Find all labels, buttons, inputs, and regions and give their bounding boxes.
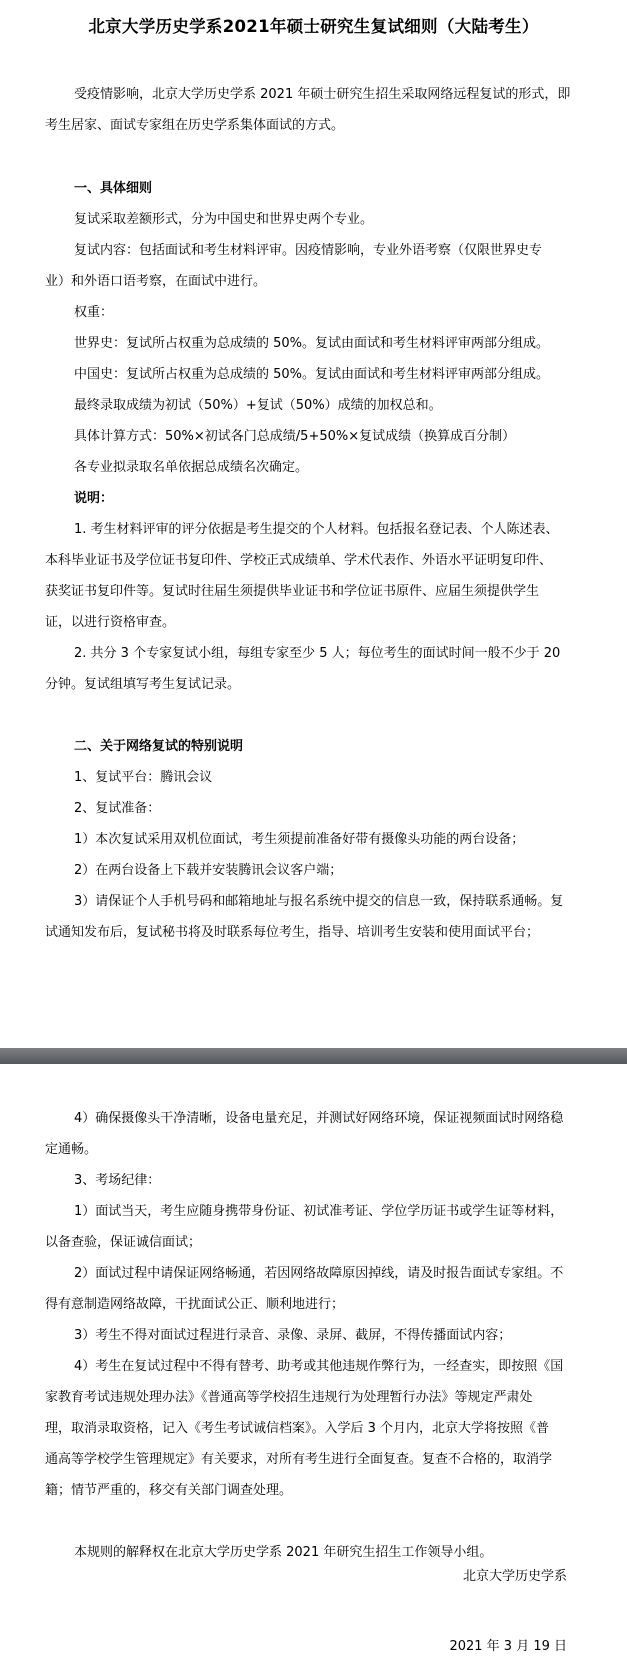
paragraph-line: 业）和外语口语考察，在面试中进行。 (45, 274, 267, 289)
paragraph-line: 3）请保证个人手机号码和邮箱地址与报名系统中提交的信息一致，保持联系通畅。复 (74, 894, 564, 909)
section-heading: 一、具体细则 (74, 181, 153, 196)
paragraph-line: 3）考生不得对面试过程进行录音、录像、录屏、截屏，不得传播面试内容； (74, 1328, 512, 1343)
paragraph-line: 本规则的解释权在北京大学历史学系 2021 年研究生招生工作领导小组。 (74, 1545, 493, 1560)
paragraph-line: 证，以进行资格审查。 (45, 615, 176, 630)
paragraph-line: 1）本次复试采用双机位面试，考生须提前准备好带有摄像头功能的两台设备； (74, 832, 525, 847)
paragraph-line: 中国史：复试所占权重为总成绩的 50%。复试由面试和考生材料评审两部分组成。 (74, 367, 550, 382)
paragraph-line: 复试内容：包括面试和考生材料评审。因疫情影响，专业外语考察（仅限世界史专 (74, 243, 543, 258)
paragraph-line: 1、复试平台：腾讯会议 (74, 770, 213, 785)
paragraph-line: 权重： (74, 305, 114, 320)
paragraph-line: 家教育考试违规处理办法》《普通高等学校招生违规行为处理暂行办法》等规定严肃处 (45, 1390, 533, 1405)
paragraph-line: 2）面试过程中请保证网络畅通，若因网络故障原因掉线，请及时报告面试专家组。不 (74, 1266, 564, 1281)
paragraph-line: 具体计算方式：50%×初试各门总成绩/5+50%×复试成绩（换算成百分制） (74, 429, 516, 444)
paragraph-line: 3、考场纪律： (74, 1173, 161, 1188)
paragraph-line: 获奖证书复印件等。复试时往届生须提供毕业证书和学位证书原件、应届生须提供学生 (45, 584, 540, 599)
section-heading: 二、关于网络复试的特别说明 (74, 739, 244, 754)
paragraph-line: 考生居家、面试专家组在历史学系集体面试的方式。 (45, 118, 345, 133)
paragraph-line: 复试采取差额形式，分为中国史和世界史两个专业。 (74, 212, 374, 227)
paragraph-line: 2、复试准备： (74, 801, 161, 816)
paragraph-line: 1. 考生材料评审的评分依据是考生提交的个人材料。包括报名登记表、个人陈述表、 (74, 522, 559, 537)
paragraph-line: 分钟。复试组填写考生复试记录。 (45, 677, 241, 692)
page-divider (0, 1048, 627, 1064)
paragraph-line: 以备查验，保证诚信面试； (45, 1235, 202, 1250)
section-heading: 说明： (74, 491, 114, 506)
paragraph-line: 各专业拟录取名单依据总成绩名次确定。 (74, 460, 309, 475)
paragraph-line: 定通畅。 (45, 1142, 98, 1157)
document-title: 北京大学历史学系2021年硕士研究生复试细则（大陆考生） (88, 17, 539, 36)
paragraph-line: 得有意制造网络故障，干扰面试公正、顺利地进行； (45, 1297, 345, 1312)
paragraph-line: 1）面试当天，考生应随身携带身份证、初试准考证、学位学历证书或学生证等材料， (74, 1204, 564, 1219)
paragraph-line: 2. 共分 3 个专家复试小组，每组专家至少 5 人；每位考生的面试时间一般不少于 20 (74, 646, 561, 661)
paragraph-line: 试通知发布后，复试秘书将及时联系每位考生，指导、培训考生安装和使用面试平台； (45, 925, 540, 940)
paragraph-line: 世界史：复试所占权重为总成绩的 50%。复试由面试和考生材料评审两部分组成。 (74, 336, 550, 351)
paragraph-line: 本科毕业证书及学位证书复印件、学校正式成绩单、学术代表作、外语水平证明复印件、 (45, 553, 553, 568)
paragraph-line: 受疫情影响，北京大学历史学系 2021 年硕士研究生招生采取网络远程复试的形式，即 (74, 87, 571, 102)
signature-organization: 北京大学历史学系 (462, 1569, 567, 1584)
paragraph-line: 籍；情节严重的，移交有关部门调查处理。 (45, 1483, 293, 1498)
paragraph-line: 4）确保摄像头干净清晰，设备电量充足，并测试好网络环境，保证视频面试时网络稳 (74, 1111, 564, 1126)
paragraph-line: 通高等学校学生管理规定》有关要求，对所有考生进行全面复查。复查不合格的，取消学 (45, 1452, 553, 1467)
signature-date: 2021 年 3 月 19 日 (449, 1639, 567, 1654)
paragraph-line: 最终录取成绩为初试（50%）+复试（50%）成绩的加权总和。 (74, 398, 442, 413)
paragraph-line: 4）考生在复试过程中不得有替考、助考或其他违规作弊行为，一经查实，即按照《国 (74, 1359, 564, 1374)
paragraph-line: 2）在两台设备上下载并安装腾讯会议客户端； (74, 863, 343, 878)
paragraph-line: 理，取消录取资格，记入《考生考试诚信档案》。入学后 3 个月内，北京大学将按照《普 (45, 1421, 550, 1436)
